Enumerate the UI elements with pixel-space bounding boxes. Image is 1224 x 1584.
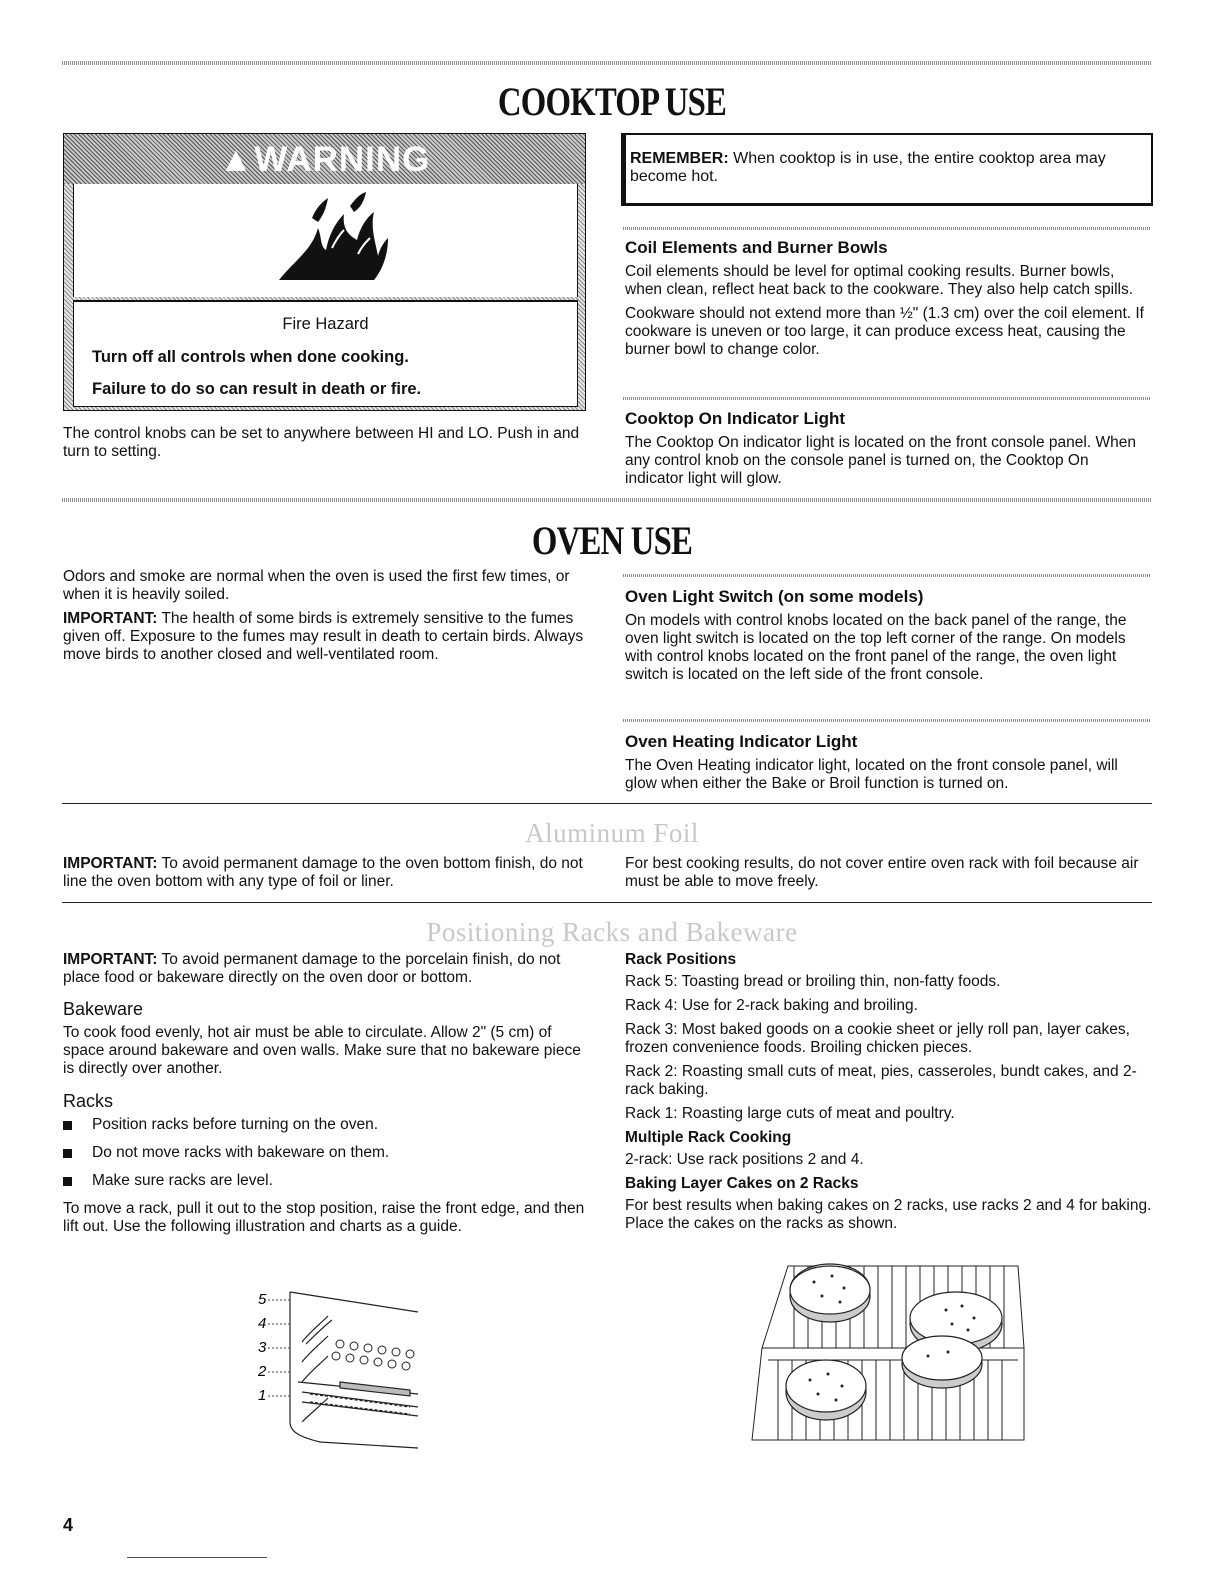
remember-label: REMEMBER: (630, 150, 729, 167)
heating-heading: Oven Heating Indicator Light (625, 732, 858, 751)
remember-text-block (630, 150, 1125, 186)
move-rack-text: To move a rack, pull it out to the stop position, raise the front edge, and then lift out. Use the following illustration and charts as a guide. (63, 1200, 585, 1235)
racks-important-paragraph (63, 951, 593, 987)
foil-rule (62, 803, 1152, 804)
indicator-divider (623, 397, 1151, 400)
fire-icon (74, 184, 577, 297)
racks-heading: Racks (63, 1091, 114, 1111)
multiple-rack-heading: Multiple Rack Cooking (625, 1129, 792, 1146)
foil-important-label: IMPORTANT: (63, 855, 158, 872)
footer-line (127, 1557, 267, 1558)
page-number: 4 (63, 1515, 74, 1535)
rack-label: 4 (258, 1315, 267, 1332)
rack-positions-illustration (250, 1282, 430, 1452)
foil-title: Aluminum Foil (525, 818, 699, 848)
heating-text: The Oven Heating indicator light, located on the front console panel, will glow when either the Bake or Broil function is turned on. (625, 757, 1118, 792)
racks-rule (62, 902, 1152, 903)
foil-important-paragraph (63, 855, 588, 891)
rack-label: 2 (258, 1363, 267, 1380)
coil-paragraph-2: Cookware should not extend more than ½" (1.3 cm) over the coil element. If cookware is uneven or too large, it can produce excess heat, causing the burner bowl to change color. (625, 305, 1144, 358)
indicator-text: The Cooktop On indicator light is located on the front console panel. When any control knob on the console panel is turned on, the Cooktop On indicator light will glow. (625, 434, 1136, 487)
racks-important-label: IMPORTANT: (63, 951, 158, 968)
top-divider (62, 61, 1152, 65)
layer-cakes-text: For best results when baking cakes on 2 racks, use racks 2 and 4 for baking. Place the cakes on the racks as shown. (625, 1197, 1152, 1232)
light-switch-section (625, 588, 1150, 690)
racks-bullet-list (63, 1116, 593, 1190)
warning-header (64, 134, 585, 184)
cooktop-title: COOKTOP USE (497, 79, 727, 124)
oven-important-text: The health of some birds is extremely sensitive to the fumes given off. Exposure to the fumes may result in death to certain birds. Always move birds to another closed and well-ventilated room. (63, 610, 584, 663)
bakeware-text: To cook food evenly, hot air must be able to circulate. Allow 2" (5 cm) of space around bakeware and oven walls. Make sure that no bakeware piece is directly over another. (63, 1024, 581, 1077)
bakeware-heading: Bakeware (63, 999, 144, 1019)
light-switch-text: On models with control knobs located on the back panel of the range, the oven light switch is located on the top left corner of the range. On models with control knobs located on the front panel of the range, the oven light switch is located on the left side of the front console. (625, 612, 1127, 683)
racks-bullet: Make sure racks are level. (63, 1172, 593, 1190)
racks-left-column (63, 951, 593, 1242)
foil-left (63, 855, 588, 897)
oven-title: OVEN USE (531, 518, 693, 563)
light-switch-divider (623, 574, 1151, 577)
remember-text: When cooktop is in use, the entire cooktop area may become hot. (630, 150, 1106, 185)
oven-intro-section (63, 568, 588, 670)
foil-right (625, 855, 1150, 897)
warning-line-2: Failure to do so can result in death or fire. (92, 380, 422, 398)
warning-icon-area (73, 184, 578, 297)
rack-positions-column (625, 951, 1155, 1239)
light-switch-heading: Oven Light Switch (on some models) (625, 587, 924, 606)
foil-right-text: For best cooking results, do not cover entire oven rack with foil because air must be able to move freely. (625, 855, 1139, 890)
warning-label: WARNING (254, 140, 431, 179)
rack-label: 3 (258, 1339, 267, 1356)
foil-important-text: To avoid permanent damage to the oven bottom finish, do not line the oven bottom with any type of foil or liner. (63, 855, 583, 890)
coil-paragraph-1: Coil elements should be level for optimal cooking results. Burner bowls, when clean, reflect heat back to the cookware. They also help catch spills. (625, 263, 1134, 298)
rack-position-item: Rack 4: Use for 2-rack baking and broiling. (625, 997, 918, 1014)
rack-position-item: Rack 1: Roasting large cuts of meat and poultry. (625, 1105, 955, 1122)
heating-divider (623, 719, 1151, 722)
fire-hazard-label: Fire Hazard (282, 315, 369, 333)
multiple-rack-text: 2-rack: Use rack positions 2 and 4. (625, 1151, 864, 1168)
rack-position-item: Rack 2: Roasting small cuts of meat, pies, casseroles, bundt cakes, and 2-rack baking. (625, 1063, 1137, 1098)
indicator-section (625, 410, 1150, 494)
rack-position-item: Rack 3: Most baked goods on a cookie sheet or jelly roll pan, layer cakes, frozen convenience foods. Broiling chicken pieces. (625, 1021, 1130, 1056)
coil-section (625, 239, 1150, 365)
racks-title: Positioning Racks and Bakeware (426, 917, 798, 947)
warning-text-area (73, 300, 578, 407)
warning-box (63, 133, 586, 411)
racks-bullet: Position racks before turning on the oven. (63, 1116, 593, 1134)
rack-label: 5 (258, 1291, 267, 1308)
oven-intro: Odors and smoke are normal when the oven is used the first few times, or when it is heavily soiled. (63, 568, 570, 603)
oven-important-paragraph (63, 610, 588, 664)
oven-divider (62, 498, 1152, 502)
coil-divider (623, 227, 1151, 230)
rack-label: 1 (258, 1387, 267, 1404)
oven-important-label: IMPORTANT: (63, 610, 158, 627)
warning-frame (64, 184, 585, 410)
rack-positions-heading: Rack Positions (625, 951, 737, 968)
layer-cakes-heading: Baking Layer Cakes on 2 Racks (625, 1175, 859, 1192)
warning-line-1: Turn off all controls when done cooking. (92, 348, 409, 366)
warning-triangle-icon: ▲ (218, 140, 255, 179)
heating-section (625, 733, 1150, 799)
racks-important-text: To avoid permanent damage to the porcelain finish, do not place food or bakeware directly on the oven door or bottom. (63, 951, 561, 986)
coil-heading: Coil Elements and Burner Bowls (625, 238, 888, 257)
rack-position-item: Rack 5: Toasting bread or broiling thin, non-fatty foods. (625, 973, 1001, 990)
knobs-text: The control knobs can be set to anywhere between HI and LO. Push in and turn to setting. (63, 425, 580, 460)
remember-box (621, 133, 1153, 206)
layer-cakes-illustration (748, 1260, 1028, 1450)
indicator-heading: Cooktop On Indicator Light (625, 409, 846, 428)
racks-bullet: Do not move racks with bakeware on them. (63, 1144, 593, 1162)
